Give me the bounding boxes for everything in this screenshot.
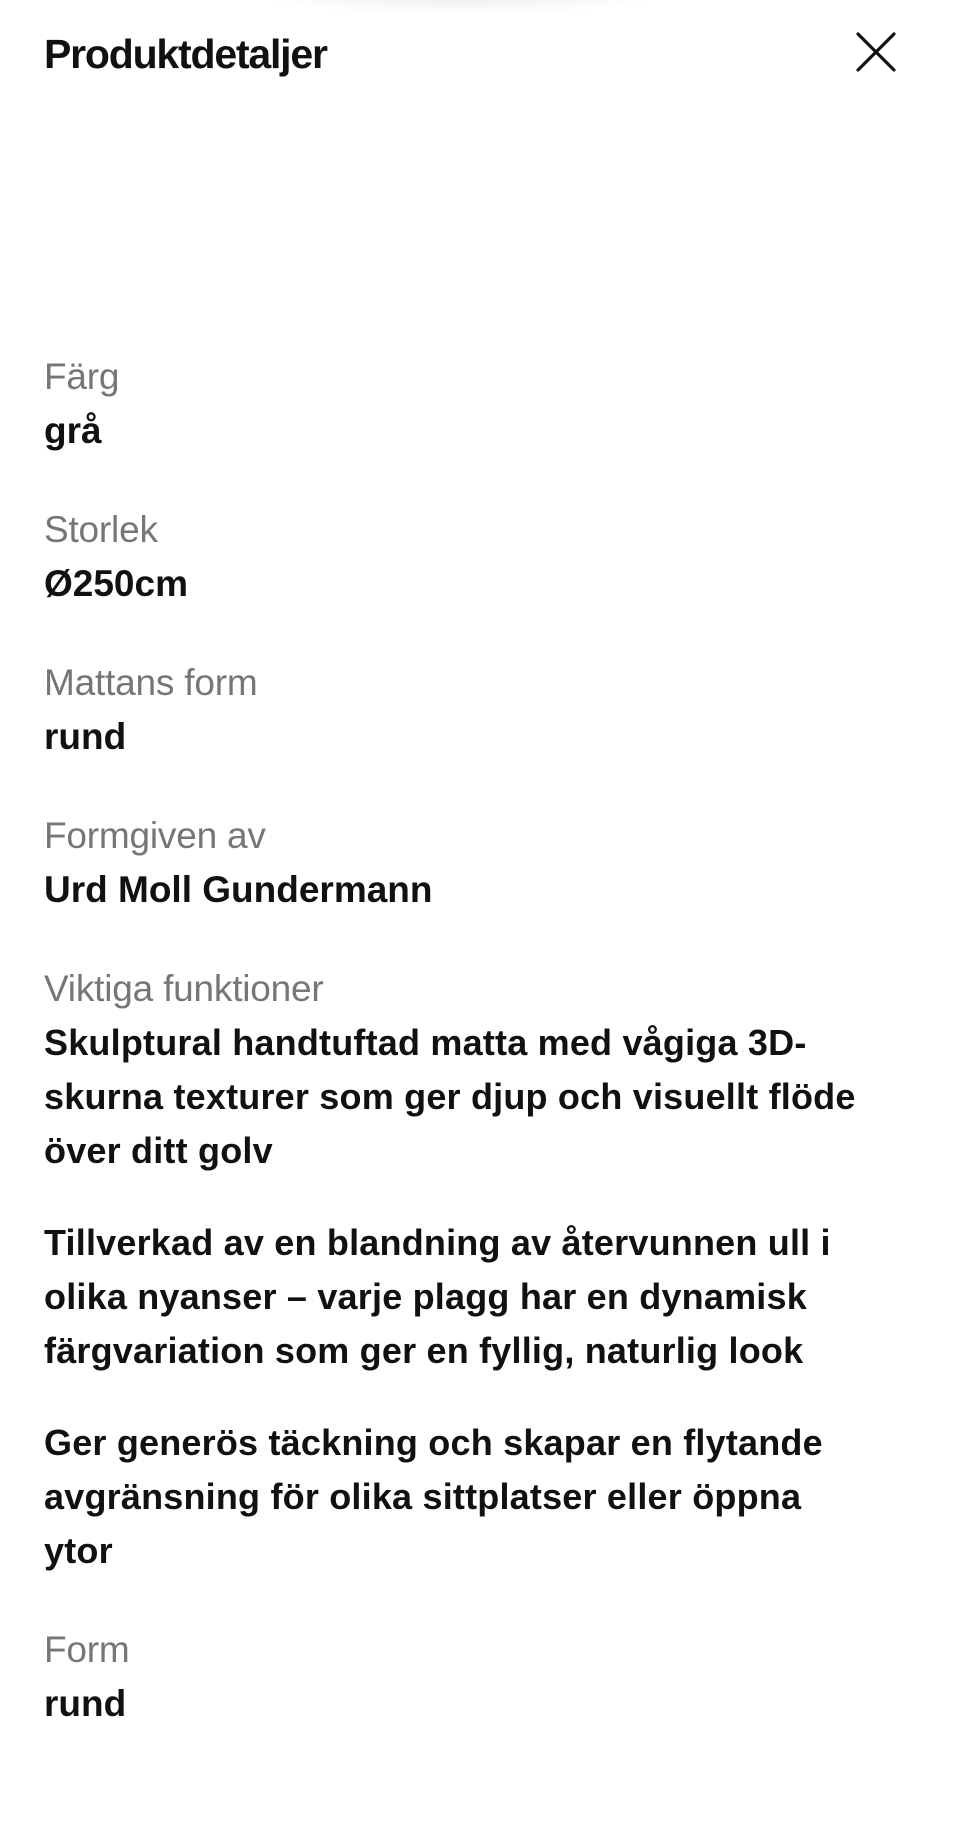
close-button[interactable] bbox=[852, 28, 900, 76]
feature-paragraph: Tillverkad av en blandning av återvunnen ull i olika nyanser – varje plagg har en dynamisk färgvariation som ger en fyllig, naturlig look bbox=[44, 1222, 831, 1371]
detail-label: Storlek bbox=[44, 509, 158, 550]
feature-paragraph: Ger generös täckning och skapar en flytande avgränsning för olika sittplatser eller öppna ytor bbox=[44, 1422, 823, 1571]
detail-value: rund bbox=[44, 1683, 127, 1724]
detail-size bbox=[44, 503, 884, 611]
panel-header bbox=[0, 0, 960, 110]
detail-label: Formgiven av bbox=[44, 815, 266, 856]
detail-value: Urd Moll Gundermann bbox=[44, 869, 433, 910]
detail-value: Ø250cm bbox=[44, 563, 188, 604]
close-icon bbox=[852, 28, 900, 76]
detail-value: rund bbox=[44, 716, 127, 757]
detail-value: grå bbox=[44, 410, 102, 451]
detail-key-features bbox=[44, 962, 884, 1578]
panel-title: Produktdetaljer bbox=[44, 31, 327, 77]
detail-label: Viktiga funktioner bbox=[44, 968, 324, 1009]
detail-color bbox=[44, 350, 884, 458]
detail-designer bbox=[44, 809, 884, 917]
detail-shape bbox=[44, 1623, 884, 1731]
detail-label: Mattans form bbox=[44, 662, 258, 703]
detail-label: Färg bbox=[44, 356, 120, 397]
product-details-list bbox=[44, 350, 884, 1731]
detail-label: Form bbox=[44, 1629, 130, 1670]
feature-paragraph: Skulptural handtuftad matta med vågiga 3D-skurna texturer som ger djup och visuellt flöde över ditt golv bbox=[44, 1022, 856, 1171]
detail-rug-shape bbox=[44, 656, 884, 764]
